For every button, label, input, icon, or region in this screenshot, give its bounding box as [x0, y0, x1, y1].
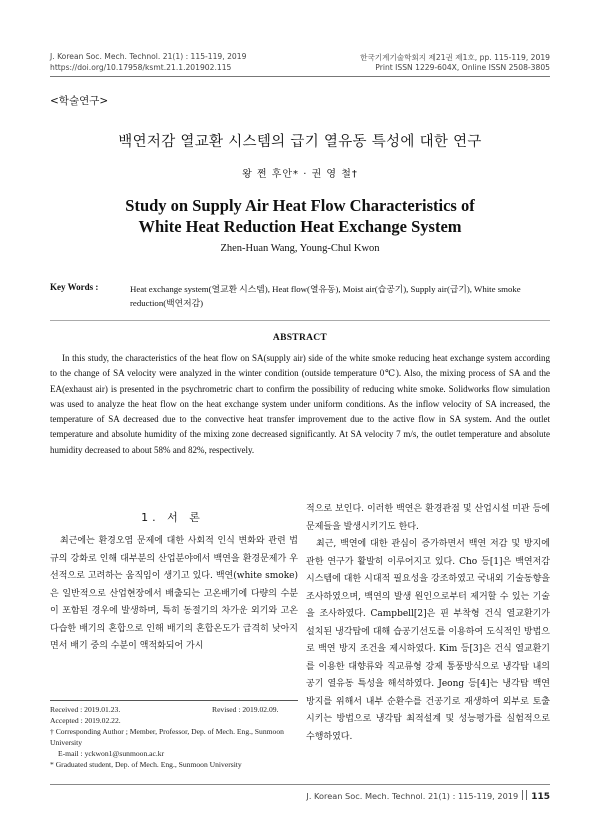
intro-right-column [306, 501, 550, 746]
revised-date: Revised : 2019.02.09. [212, 705, 279, 714]
keywords-rule [50, 320, 550, 321]
authors-korean: 왕 쩐 후안* · 권 영 철† [242, 169, 358, 180]
title-english-line2: White Heat Reduction Heat Exchange System [138, 217, 462, 236]
corresponding-author: † Corresponding Author ; Member, Professor, Dep. of Mech. Eng., Sunmoon University [50, 727, 284, 747]
footer-citation: J. Korean Soc. Mech. Technol. 21(1) : 115-119, 2019 [306, 791, 519, 801]
journal-citation: J. Korean Soc. Mech. Technol. 21(1) : 115-119, 2019 [50, 52, 247, 61]
intro-right-paragraph-1: 적으로 보인다. 이러한 백연은 환경관점 및 산업시설 미관 등에 문제들을 발생시키기도 한다. [306, 504, 550, 532]
footer-rule [50, 784, 550, 785]
intro-right-paragraph-2: 최근, 백연에 대한 관심이 증가하면서 백연 저감 및 방지에 관한 연구가 활발히 이루어지고 있다. Cho 등[1]은 백연저감 시스템에 대한 시대적 필요성을 강조하였고 국내외 기술동향을 조사하였으며, 백연의 발생 원인으로부터 제거할 수 있는 기술을 조사하였다. Campbell[2]은 핀 부착형 건식 열교환기가 설치된 냉각탑에 대해 습공기선도를 이용하여 도식적인 방법으로 백연 방지 조건을 제시하였다. Kim 등[3]은 건식 열교환기를 이용한 대향류와 직교류형 강제 통풍방식으로 냉각탑 내의 공기 열유동 특성을 해석하였다. Jeong 등[4]는 냉각탑 백연방지를 위해서 내부 순환수를 건공기로 재생하여 외부로 토출시키는 방법으로 냉각탑 최적설계 및 성능평가를 실험적으로 수행하였다. [306, 539, 550, 742]
issn-info: Print ISSN 1229-604X, Online ISSN 2508-3805 [375, 63, 550, 72]
journal-citation-ko: 한국기계기술학회지 제21권 제1호, pp. 115-119, 2019 [360, 53, 550, 62]
authors-english: Zhen-Huan Wang, Young-Chul Kwon [220, 243, 380, 254]
footnote-rule [50, 700, 298, 701]
graduate-note: * Graduated student, Dep. of Mech. Eng., Sunmoon University [50, 760, 242, 769]
title-korean: 백연저감 열교환 시스템의 급기 열유동 특성에 대한 연구 [118, 134, 482, 150]
abstract-heading: ABSTRACT [272, 333, 328, 343]
abstract-body: In this study, the characteristics of the heat flow on SA(supply air) side of the white smoke reducing heat exchange system according to the change of SA velocity were analyzed in the winter condition (outside temperature 0℃). Also, the mixing process of SA and the EA(exhaust air) is presented in the psychrometric chart to confirm the possibility of reducing white smoke. Solidworks flow simulation was used to analyze the heat flow on the heat exchange system under uniform conditions. As the inflow velocity of SA increased, the temperature of SA decreased due to the convective heat transfer improvement due to the active flow in SA system. And the outlet temperature and absolute humidity of the mixing zone decreased significantly. At SA velocity 7 m/s, the outlet temperature and absolute humidity decreased to about 58% and 82%, respectively. [50, 353, 550, 455]
title-english-line1: Study on Supply Air Heat Flow Characteristics of [125, 196, 475, 215]
section-title-introduction: 1. 서 론 [141, 511, 204, 524]
title-english [0, 195, 600, 237]
article-category: <학술연구> [50, 95, 109, 107]
author-email[interactable]: E-mail : yckwon1@sunmoon.ac.kr [58, 749, 165, 758]
keywords-text: Heat exchange system(열교환 시스템), Heat flow(열유동), Moist air(습공기), Supply air(급기), White smoke reduction(백연저감) [130, 284, 521, 308]
page-number: 115 [531, 792, 550, 802]
keywords-label: Key Words : [50, 282, 99, 292]
accepted-date: Accepted : 2019.02.22. [50, 716, 121, 725]
header-rule [50, 76, 550, 77]
received-date: Received : 2019.01.23. [50, 705, 121, 714]
page-footer [306, 790, 550, 802]
doi-link[interactable]: https://doi.org/10.17958/ksmt.21.1.201902.115 [50, 63, 232, 72]
intro-left-column: 최근에는 환경오염 문제에 대한 사회적 인식 변화와 관련 법규의 강화로 인해 대부분의 산업분야에서 백연을 환경문제가 우선적으로 고려하는 움직임이 생기고 있다. 백연(white smoke)은 일반적으로 산업현장에서 배출되는 고온배기에 다량의 수분이 포함된 경우에 발생하며, 특히 동절기의 차가운 외기와 고온다습한 배기의 혼합으로 인해 배기의 혼합온도가 급격히 낮아지면서 배기 중의 수분이 액적화되어 가시 [50, 536, 298, 651]
